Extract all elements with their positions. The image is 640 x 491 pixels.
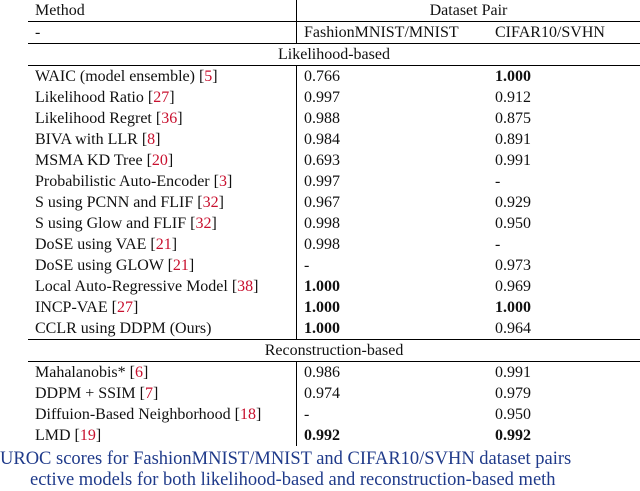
citation-link[interactable]: 8 [147,131,155,148]
table-row [28,276,640,297]
citation-link[interactable]: 3 [219,173,227,190]
method-name: DoSE using VAE [ [35,236,156,253]
cifar10-score: 0.912 [488,87,640,108]
citation-bracket: ] [212,68,217,85]
method-name: CCLR using DDPM (Ours) [35,320,211,337]
table-row [28,383,640,404]
method-name: Mahalanobis* [ [35,364,135,381]
citation-link[interactable]: 6 [135,364,143,381]
method-cell [28,318,297,340]
col-cifar10-header: CIFAR10/SVHN [488,22,640,44]
method-cell [28,362,297,384]
fashionmnist-score: 0.992 [297,425,489,446]
cifar10-score: 0.950 [488,213,640,234]
fashionmnist-score: 0.766 [297,66,489,88]
citation-bracket: ] [96,427,101,444]
citation-bracket: ] [256,406,261,423]
method-cell [28,255,297,276]
citation-link[interactable]: 18 [240,406,256,423]
citation-link[interactable]: 21 [173,257,189,274]
citation-bracket: ] [143,364,148,381]
citation-bracket: ] [227,173,232,190]
table-caption-line2: ective models for both likelihood-based and reconstruction-based meth [30,470,556,491]
fashionmnist-score: 0.988 [297,108,489,129]
citation-bracket: ] [168,152,173,169]
cifar10-score: 0.992 [488,425,640,446]
table-row [28,87,640,108]
citation-link[interactable]: 21 [156,236,172,253]
cifar10-score: 0.950 [488,404,640,425]
table-row [28,192,640,213]
method-cell [28,276,297,297]
fashionmnist-score: 0.997 [297,171,489,192]
citation-link[interactable]: 5 [204,68,212,85]
table-row [28,362,640,384]
fashionmnist-score: 1.000 [297,318,489,340]
method-name: LMD [ [35,427,80,444]
method-name: Likelihood Regret [ [35,110,161,127]
citation-bracket: ] [133,299,138,316]
method-name: Likelihood Ratio [ [35,89,153,106]
method-cell [28,234,297,255]
citation-link[interactable]: 32 [203,194,219,211]
cifar10-score: 0.991 [488,150,640,171]
method-name: DDPM + SSIM [ [35,385,145,402]
table-row [28,255,640,276]
citation-bracket: ] [172,236,177,253]
section-header-row [28,44,640,66]
cifar10-score: 0.964 [488,318,640,340]
header-row-2 [28,22,640,44]
citation-link[interactable]: 19 [80,427,96,444]
citation-bracket: ] [253,278,258,295]
table-row [28,66,640,88]
cifar10-score: 1.000 [488,297,640,318]
method-cell [28,297,297,318]
method-cell [28,383,297,404]
cifar10-score: 0.973 [488,255,640,276]
citation-link[interactable]: 7 [145,385,153,402]
fashionmnist-score: - [297,404,489,425]
table-row [28,150,640,171]
cifar10-score: 0.991 [488,362,640,384]
method-name: BIVA with LLR [ [35,131,147,148]
table-row [28,318,640,340]
fashionmnist-score: 0.967 [297,192,489,213]
method-name: INCP-VAE [ [35,299,117,316]
table-row [28,425,640,446]
citation-link[interactable]: 27 [117,299,133,316]
method-name: S using PCNN and FLIF [ [35,194,203,211]
results-table [28,0,640,446]
method-cell [28,87,297,108]
citation-link[interactable]: 36 [161,110,177,127]
fashionmnist-score: 0.997 [297,87,489,108]
col-fashionmnist-header: FashionMNIST/MNIST [297,22,489,44]
method-cell [28,425,297,446]
method-header: Method [28,0,297,22]
citation-link[interactable]: 20 [152,152,168,169]
method-cell [28,192,297,213]
citation-bracket: ] [153,385,158,402]
citation-bracket: ] [169,89,174,106]
cifar10-score: 0.969 [488,276,640,297]
cifar10-score: 0.875 [488,108,640,129]
fashionmnist-score: 0.693 [297,150,489,171]
citation-bracket: ] [155,131,160,148]
header-row-1 [28,0,640,22]
fashionmnist-score: 0.998 [297,213,489,234]
fashionmnist-score: 1.000 [297,297,489,318]
citation-bracket: ] [177,110,182,127]
fashionmnist-score: - [297,255,489,276]
table-row [28,297,640,318]
method-cell [28,150,297,171]
citation-bracket: ] [189,257,194,274]
fashionmnist-score: 0.998 [297,234,489,255]
method-name: MSMA KD Tree [ [35,152,152,169]
cifar10-score: - [488,234,640,255]
fashionmnist-score: 0.974 [297,383,489,404]
fashionmnist-score: 0.984 [297,129,489,150]
dataset-pair-header: Dataset Pair [297,0,640,22]
method-dash: - [28,22,297,44]
table-row [28,129,640,150]
section-title: Reconstruction-based [28,340,640,362]
method-name: Probabilistic Auto-Encoder [ [35,173,219,190]
cifar10-score: - [488,171,640,192]
section-header-row [28,340,640,362]
method-cell [28,108,297,129]
fashionmnist-score: 0.986 [297,362,489,384]
table-caption: UROC scores for FashionMNIST/MNIST and CIFAR10/SVHN dataset pairs [0,448,640,470]
citation-link[interactable]: 38 [237,278,253,295]
table-row [28,171,640,192]
method-name: S using Glow and FLIF [ [35,215,195,232]
table-row [28,213,640,234]
cifar10-score: 0.891 [488,129,640,150]
citation-link[interactable]: 27 [153,89,169,106]
fashionmnist-score: 1.000 [297,276,489,297]
table-row [28,108,640,129]
method-cell [28,129,297,150]
citation-bracket: ] [211,215,216,232]
method-name: DoSE using GLOW [ [35,257,173,274]
table-row [28,234,640,255]
section-title: Likelihood-based [28,44,640,66]
method-cell [28,213,297,234]
method-cell [28,66,297,88]
method-name: WAIC (model ensemble) [ [35,68,204,85]
cifar10-score: 0.929 [488,192,640,213]
citation-link[interactable]: 32 [195,215,211,232]
cifar10-score: 1.000 [488,66,640,88]
method-name: Diffuion-Based Neighborhood [ [35,406,240,423]
method-cell [28,404,297,425]
cifar10-score: 0.979 [488,383,640,404]
table-row [28,404,640,425]
method-cell [28,171,297,192]
method-name: Local Auto-Regressive Model [ [35,278,237,295]
citation-bracket: ] [219,194,224,211]
